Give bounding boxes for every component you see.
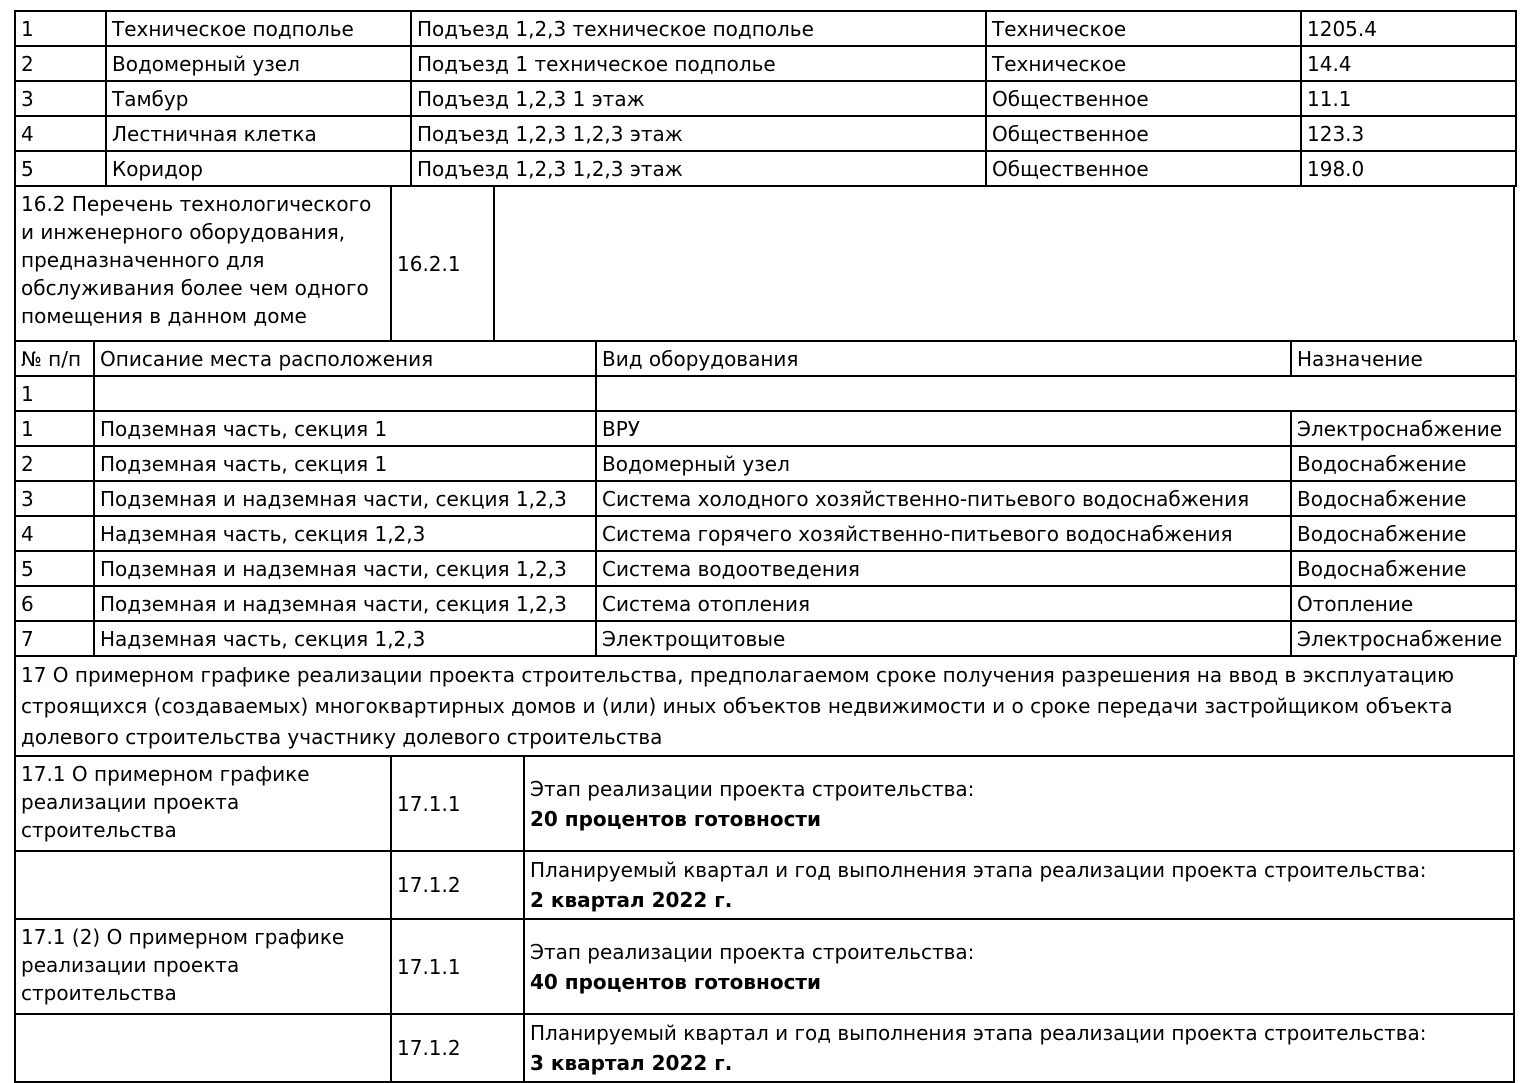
cell-area: 1205.4 xyxy=(1301,11,1516,46)
cell-purpose: Техническое xyxy=(986,46,1301,81)
block-content xyxy=(524,851,1514,919)
cell-type: Система отопления xyxy=(596,586,1291,621)
cell-num: 2 xyxy=(15,46,106,81)
cell-purpose: Водоснабжение xyxy=(1291,481,1516,516)
header-num: № п/п xyxy=(15,341,94,376)
table-row xyxy=(15,551,1516,586)
table-row xyxy=(15,116,1516,151)
header-location: Описание места расположения xyxy=(94,341,596,376)
cell-name: Тамбур xyxy=(106,81,411,116)
block-text: Планируемый квартал и год выполнения этапа реализации проекта строительства: xyxy=(530,1021,1427,1045)
cell-purpose: Общественное xyxy=(986,81,1301,116)
table-row xyxy=(15,411,1516,446)
table-row xyxy=(15,919,1514,1014)
table-row xyxy=(15,621,1516,656)
table-row xyxy=(15,656,1514,756)
cell-location: Подземная и надземная части, секция 1,2,3 xyxy=(94,481,596,516)
cell-num: 7 xyxy=(15,621,94,656)
cell-num: 5 xyxy=(15,151,106,186)
block-label xyxy=(15,1014,391,1082)
cell-type: Водомерный узел xyxy=(596,446,1291,481)
cell-location: Подземная и надземная части, секция 1,2,3 xyxy=(94,586,596,621)
table-row xyxy=(15,151,1516,186)
cell-purpose: Водоснабжение xyxy=(1291,516,1516,551)
cell-location: Подъезд 1,2,3 1,2,3 этаж xyxy=(411,151,986,186)
cell-num: 2 xyxy=(15,446,94,481)
cell-purpose: Общественное xyxy=(986,151,1301,186)
block-content xyxy=(524,1014,1514,1082)
block-text: Этап реализации проекта строительства: xyxy=(530,776,975,801)
cell-location: Надземная часть, секция 1,2,3 xyxy=(94,621,596,656)
cell-area: 14.4 xyxy=(1301,46,1516,81)
equipment-table xyxy=(14,340,1517,657)
table-row xyxy=(15,756,1514,851)
header-purpose: Назначение xyxy=(1291,341,1516,376)
cell-num: 5 xyxy=(15,551,94,586)
cell-num: 3 xyxy=(15,81,106,116)
block-code: 17.1.1 xyxy=(391,756,524,851)
block-value: 2 квартал 2022 г. xyxy=(530,888,733,912)
table-row xyxy=(15,446,1516,481)
cell-merged-empty xyxy=(596,376,1516,411)
cell-type: Система холодного хозяйственно-питьевого водоснабжения xyxy=(596,481,1291,516)
block-value: 40 процентов готовности xyxy=(530,969,822,994)
table-row xyxy=(15,516,1516,551)
schedule-table xyxy=(14,755,1515,1083)
cell-name: Лестничная клетка xyxy=(106,116,411,151)
header-type: Вид оборудования xyxy=(596,341,1291,376)
cell-area: 198.0 xyxy=(1301,151,1516,186)
section-17-heading-row xyxy=(14,655,1515,757)
cell-purpose: Техническое xyxy=(986,11,1301,46)
cell-name: Коридор xyxy=(106,151,411,186)
cell-num: 1 xyxy=(15,11,106,46)
table-row xyxy=(15,1014,1514,1082)
cell-location: Надземная часть, секция 1,2,3 xyxy=(94,516,596,551)
block-text: Этап реализации проекта строительства: xyxy=(530,939,975,964)
cell-location: Подъезд 1,2,3 техническое подполье xyxy=(411,11,986,46)
cell-type: ВРУ xyxy=(596,411,1291,446)
premises-table xyxy=(14,10,1517,187)
group-row xyxy=(15,376,1516,411)
table-row xyxy=(15,481,1516,516)
cell-type: Система водоотведения xyxy=(596,551,1291,586)
table-header-row xyxy=(15,341,1516,376)
block-value: 20 процентов готовности xyxy=(530,806,822,831)
cell-location: Подземная часть, секция 1 xyxy=(94,446,596,481)
table-row xyxy=(15,46,1516,81)
cell-location: Подъезд 1,2,3 1,2,3 этаж xyxy=(411,116,986,151)
cell-num: 4 xyxy=(15,116,106,151)
cell-purpose: Водоснабжение xyxy=(1291,446,1516,481)
cell-area: 123.3 xyxy=(1301,116,1516,151)
cell-location: Подъезд 1 техническое подполье xyxy=(411,46,986,81)
cell-num: 6 xyxy=(15,586,94,621)
cell-num: 4 xyxy=(15,516,94,551)
block-label: 17.1 (2) О примерном графике реализации проекта строительства xyxy=(15,919,391,1014)
cell-num: 1 xyxy=(15,411,94,446)
cell-location: Подъезд 1,2,3 1 этаж xyxy=(411,81,986,116)
cell-purpose: Отопление xyxy=(1291,586,1516,621)
cell-purpose: Общественное xyxy=(986,116,1301,151)
cell-name: Техническое подполье xyxy=(106,11,411,46)
cell-location: Подземная часть, секция 1 xyxy=(94,411,596,446)
cell-location: Подземная и надземная части, секция 1,2,3 xyxy=(94,551,596,586)
cell-num: 3 xyxy=(15,481,94,516)
block-code: 17.1.1 xyxy=(391,919,524,1014)
section-17-heading: 17 О примерном графике реализации проекта строительства, предполагаемом сроке получения разрешения на ввод в эксплуатацию строящихся (создаваемых) многоквартирных домов и (или) иных объектов недвижимости и о сроке передачи застройщиком объекта долевого строительства участнику долевого строительства xyxy=(15,656,1514,756)
cell-purpose: Электроснабжение xyxy=(1291,621,1516,656)
block-content xyxy=(524,756,1514,851)
table-row xyxy=(15,851,1514,919)
table-row xyxy=(15,11,1516,46)
cell-type: Система горячего хозяйственно-питьевого водоснабжения xyxy=(596,516,1291,551)
cell-location xyxy=(94,376,596,411)
table-row xyxy=(15,586,1516,621)
block-value: 3 квартал 2022 г. xyxy=(530,1051,733,1075)
table-row xyxy=(15,186,1514,341)
block-code: 17.1.2 xyxy=(391,851,524,919)
cell-name: Водомерный узел xyxy=(106,46,411,81)
cell-num: 1 xyxy=(15,376,94,411)
block-text: Планируемый квартал и год выполнения этапа реализации проекта строительства: xyxy=(530,858,1427,882)
section-16-2-value xyxy=(494,186,1514,341)
block-label: 17.1 О примерном графике реализации проекта строительства xyxy=(15,756,391,851)
block-code: 17.1.2 xyxy=(391,1014,524,1082)
block-content xyxy=(524,919,1514,1014)
cell-type: Электрощитовые xyxy=(596,621,1291,656)
cell-area: 11.1 xyxy=(1301,81,1516,116)
section-16-2-label: 16.2 Перечень технологического и инженерного оборудования, предназначенного для обслуживания более чем одного помещения в данном доме xyxy=(15,186,391,341)
cell-purpose: Водоснабжение xyxy=(1291,551,1516,586)
table-row xyxy=(15,81,1516,116)
section-16-2-code: 16.2.1 xyxy=(391,186,494,341)
section-16-2-row xyxy=(14,185,1515,342)
block-label xyxy=(15,851,391,919)
cell-purpose: Электроснабжение xyxy=(1291,411,1516,446)
